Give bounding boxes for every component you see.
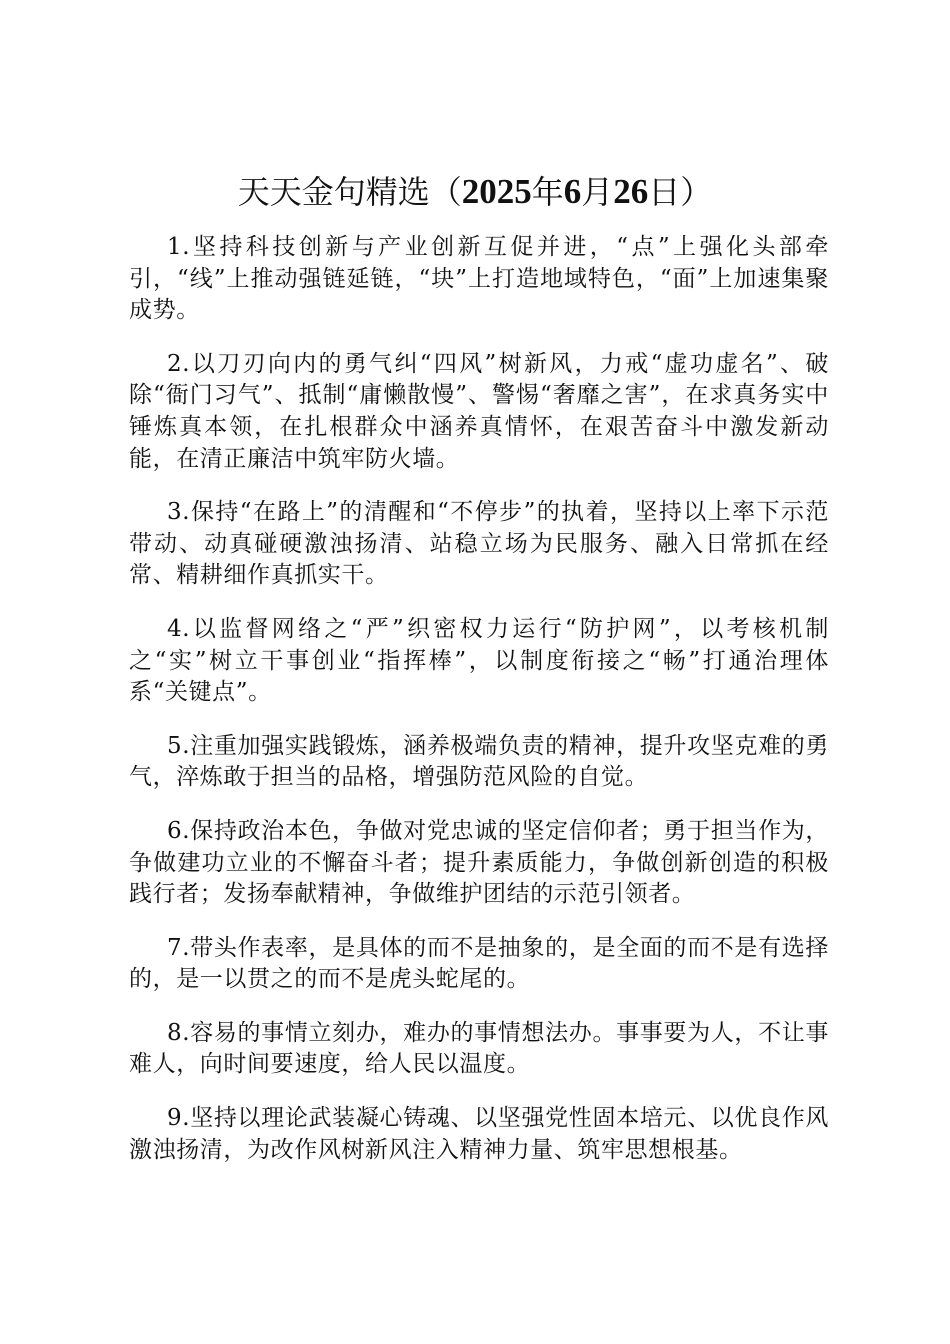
document-title: [0, 166, 950, 218]
title-month: 6: [563, 172, 582, 211]
title-day: 26: [613, 172, 649, 211]
title-year: 2025: [461, 172, 532, 211]
quote-paragraph-7: 7.带头作表率，是具体的而不是抽象的，是全面的而不是有选择的，是一以贯之的而不是虎头蛇尾的。: [129, 934, 829, 993]
quote-paragraph-8: 8.容易的事情立刻办，难办的事情想法办。事事要为人，不让事难人，向时间要速度，给人民以温度。: [129, 1019, 829, 1078]
quote-paragraph-1: 1.坚持科技创新与产业创新互促并进，“点”上强化头部牵引，“线”上推动强链延链，“块”上打造地域特色，“面”上加速集聚成势。: [129, 234, 829, 324]
quote-paragraph-3: 3.保持“在路上”的清醒和“不停步”的执着，坚持以上率下示范带动、动真碰硬激浊扬清、站稳立场为民服务、融入日常抓在经常、精耕细作真抓实干。: [129, 499, 829, 589]
document-body: [129, 232, 829, 1188]
quote-paragraph-4: 4.以监督网络之“严”织密权力运行“防护网”，以考核机制之“实”树立干事创业“指挥棒”，以制度衔接之“畅”打通治理体系“关键点”。: [129, 615, 829, 706]
quote-paragraph-9: 9.坚持以理论武装凝心铸魂、以坚强党性固本培元、以优良作风激浊扬清，为改作风树新风注入精神力量、筑牢思想根基。: [129, 1105, 829, 1163]
title-month-unit: 月: [581, 173, 614, 211]
title-year-unit: 年: [531, 173, 564, 211]
quote-paragraph-2: 2.以刀刃向内的勇气纠“四风”树新风，力戒“虚功虚名”、破除“衙门习气”、抵制“庸懒散慢”、警惕“奢靡之害”，在求真务实中锤炼真本领，在扎根群众中涵养真情怀，在艰苦奋斗中激发新动能，在清正廉洁中筑牢防火墙。: [129, 350, 829, 472]
title-suffix: 日）: [648, 173, 713, 211]
quote-paragraph-5: 5.注重加强实践锻炼，涵养极端负责的精神，提升攻坚克难的勇气，淬炼敢于担当的品格，增强防范风险的自觉。: [129, 732, 829, 791]
title-prefix: 天天金句精选（: [237, 173, 462, 211]
quote-paragraph-6: 6.保持政治本色，争做对党忠诚的坚定信仰者；勇于担当作为，争做建功立业的不懈奋斗者；提升素质能力，争做创新创造的积极践行者；发扬奉献精神，争做维护团结的示范引领者。: [129, 817, 829, 908]
